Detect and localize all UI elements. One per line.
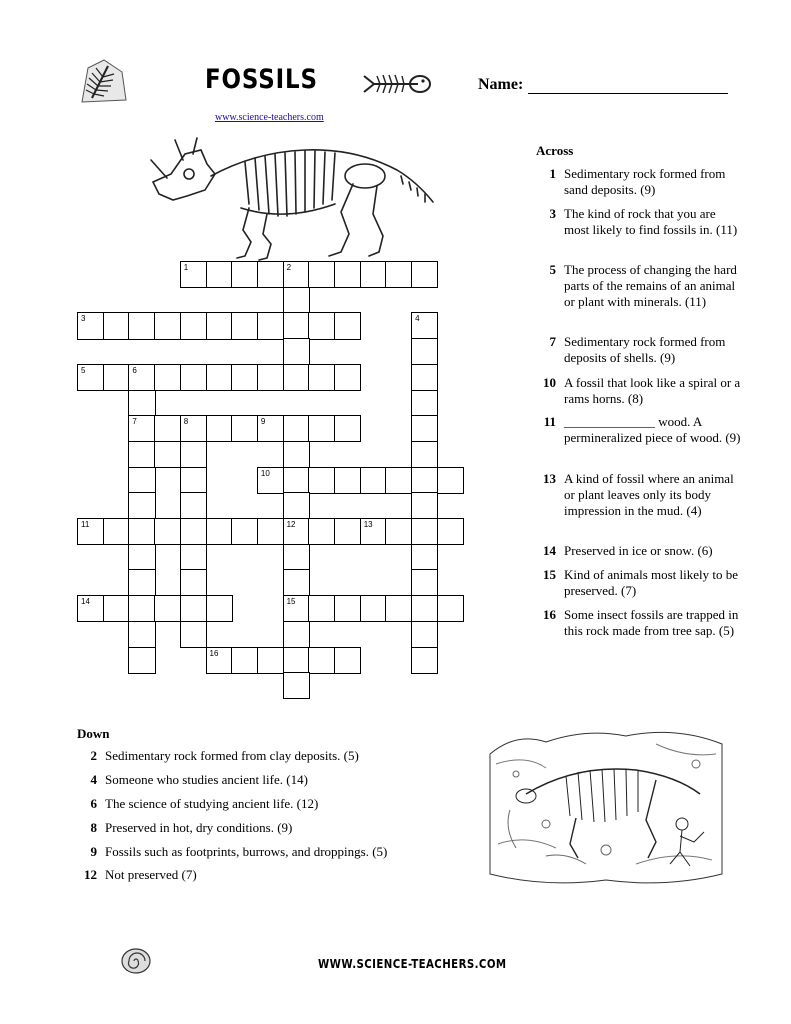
clue-text: Someone who studies ancient life. (14) [105,772,308,787]
crossword-cell[interactable] [360,467,387,494]
crossword-cell[interactable] [231,261,258,288]
crossword-cell[interactable] [128,544,155,571]
crossword-cell[interactable] [334,312,361,339]
crossword-cell[interactable] [308,364,335,391]
dig-site-scene [486,724,726,890]
crossword-cell[interactable] [308,312,335,339]
crossword-cell[interactable] [128,621,155,648]
grid-number: 13 [363,520,373,529]
crossword-cell[interactable] [154,415,181,442]
crossword-cell[interactable] [257,647,284,674]
clue-number: 7 [549,334,556,349]
footer-website: WWW.SCIENCE-TEACHERS.COM [318,957,507,971]
crossword-cell[interactable] [154,312,181,339]
crossword-cell[interactable] [334,261,361,288]
crossword-cell[interactable] [180,492,207,519]
down-heading: Down [77,726,110,741]
crossword-cell[interactable] [128,647,155,674]
crossword-cell[interactable] [385,518,412,545]
crossword-cell[interactable] [154,595,181,622]
crossword-cell[interactable] [334,415,361,442]
crossword-cell[interactable] [283,672,310,699]
crossword-cell[interactable] [206,518,233,545]
crossword-cell[interactable] [411,518,438,545]
clue-number: 6 [90,796,97,811]
ammonite-icon [120,947,152,975]
crossword-cell[interactable] [128,518,155,545]
crossword-cell[interactable] [334,595,361,622]
crossword-cell[interactable] [128,441,155,468]
clue-text: Preserved in hot, dry conditions. (9) [105,820,293,835]
clue-number: 15 [543,567,556,582]
across-heading: Across [536,143,574,158]
grid-number: 2 [286,263,292,272]
crossword-cell[interactable] [411,338,438,365]
grid-number: 15 [286,597,296,607]
crossword-cell[interactable] [308,647,335,674]
grid-number: 5 [81,365,86,375]
grid-number: 4 [415,314,420,324]
crossword-cell[interactable] [385,261,412,288]
grid-number: 9 [260,417,266,427]
crossword-cell[interactable] [411,544,438,571]
crossword-cell[interactable] [411,595,438,622]
crossword-cell[interactable] [283,415,310,442]
crossword-cell[interactable] [206,312,233,339]
crossword-cell[interactable] [103,364,130,391]
clue-number: 5 [549,262,556,277]
clue-text: Preserved in ice or snow. (6) [564,543,713,558]
grid-number: 7 [132,417,137,427]
grid-number: 16 [209,648,219,658]
crossword-cell[interactable] [128,595,155,622]
crossword-cell[interactable] [283,647,310,674]
clue-number: 16 [543,607,556,622]
crossword-cell[interactable] [180,569,207,596]
crossword-cell[interactable] [180,312,207,339]
crossword-cell[interactable] [128,492,155,519]
crossword-cell[interactable] [206,261,233,288]
crossword-cell[interactable] [411,415,438,442]
grid-number: 1 [183,263,189,272]
crossword-cell[interactable] [411,364,438,391]
grid-number: 6 [132,365,137,375]
crossword-cell[interactable] [154,518,181,545]
clue-text: Sedimentary rock formed from clay deposits. (5) [105,748,359,763]
clue-number: 13 [543,471,556,486]
crossword-cell[interactable] [257,261,284,288]
crossword-cell[interactable] [231,647,258,674]
crossword-cell[interactable] [411,492,438,519]
name-label: Name: [478,76,524,93]
clue-text: The science of studying ancient life. (12) [105,796,319,811]
crossword-cell[interactable] [308,467,335,494]
crossword-cell[interactable] [283,338,310,365]
crossword-cell[interactable] [103,312,130,339]
crossword-cell[interactable] [231,364,258,391]
crossword-cell[interactable] [180,364,207,391]
crossword-cell[interactable] [283,621,310,648]
page-title: FOSSILS [205,64,318,95]
crossword-cell[interactable] [180,544,207,571]
crossword-cell[interactable] [103,595,130,622]
crossword-cell[interactable] [283,287,310,314]
crossword-cell[interactable] [103,518,130,545]
crossword-cell[interactable] [231,415,258,442]
grid-number: 8 [183,417,189,427]
crossword-cell[interactable] [411,261,438,288]
crossword-cell[interactable] [206,595,233,622]
crossword-cell[interactable] [385,467,412,494]
clue-text: ______________ wood. A permineralized piece of wood. (9) [564,414,741,445]
crossword-cell[interactable] [128,312,155,339]
crossword-cell[interactable] [411,467,438,494]
clue-number: 12 [84,867,97,882]
clue-text: A kind of fossil where an animal or plant leaves only its body impression in the mud. (4) [564,471,734,518]
clue-number: 8 [90,820,97,835]
crossword-cell[interactable] [283,569,310,596]
crossword-cell[interactable] [206,364,233,391]
crossword-cell[interactable] [437,595,464,622]
crossword-cell[interactable] [180,518,207,545]
crossword-cell[interactable] [360,595,387,622]
clue-number: 10 [543,375,556,390]
crossword-cell[interactable] [308,518,335,545]
crossword-cell[interactable] [180,441,207,468]
crossword-cell[interactable] [411,569,438,596]
clue-text: Sedimentary rock formed from deposits of shells. (9) [564,334,726,365]
crossword-cell[interactable] [411,621,438,648]
clue-number: 1 [549,166,556,181]
crossword-cell[interactable] [206,415,233,442]
crossword-cell[interactable] [385,595,412,622]
crossword-cell[interactable] [154,441,181,468]
crossword-cell[interactable] [128,569,155,596]
clue-text: The kind of rock that you are most likely to find fossils in. (11) [564,206,738,237]
crossword-cell[interactable] [283,312,310,339]
crossword-cell[interactable] [308,415,335,442]
crossword-cell[interactable] [334,647,361,674]
crossword-cell[interactable] [283,544,310,571]
crossword-cell[interactable] [283,441,310,468]
clue-number: 11 [543,414,556,429]
clue-number: 3 [549,206,556,221]
crossword-cell[interactable] [308,261,335,288]
crossword-cell[interactable] [437,467,464,494]
clue-text: Some insect fossils are trapped in this rock made from tree sap. (5) [564,607,739,638]
clue-number: 4 [90,772,97,787]
clue-text: Not preserved (7) [105,867,197,882]
crossword-cell[interactable] [180,621,207,648]
crossword-cell[interactable] [128,467,155,494]
clue-number: 2 [90,748,97,763]
grid-number: 12 [286,520,296,529]
website-link[interactable]: www.science-teachers.com [215,112,324,123]
crossword-cell[interactable] [231,518,258,545]
crossword-cell[interactable] [437,518,464,545]
crossword-cell[interactable] [308,595,335,622]
crossword-cell[interactable] [257,364,284,391]
crossword-cell[interactable] [411,647,438,674]
crossword-cell[interactable] [257,312,284,339]
crossword-cell[interactable] [411,441,438,468]
clue-text: A fossil that look like a spiral or a rams horns. (8) [564,375,741,406]
crossword-cell[interactable] [231,312,258,339]
crossword-cell[interactable] [411,390,438,417]
crossword-cell[interactable] [128,390,155,417]
grid-number: 3 [81,314,86,324]
clue-text: Fossils such as footprints, burrows, and droppings. (5) [105,844,388,859]
clue-number: 9 [90,844,97,859]
clue-text: Sedimentary rock formed from sand deposits. (9) [564,166,726,197]
crossword-cell[interactable] [334,467,361,494]
crossword-cell[interactable] [180,595,207,622]
grid-number: 10 [260,468,270,478]
crossword-cell[interactable] [283,492,310,519]
clue-number: 14 [543,543,556,558]
crossword-cell[interactable] [360,261,387,288]
clue-text: Kind of animals most likely to be preserved. (7) [564,567,739,598]
crossword-cell[interactable] [180,467,207,494]
crossword-cell[interactable] [283,467,310,494]
crossword-cell[interactable] [334,518,361,545]
grid-number: 11 [81,520,90,529]
crossword-cell[interactable] [334,364,361,391]
clue-text: The process of changing the hard parts of the remains of an animal or plant with minerals. (11) [564,262,737,309]
crossword-cell[interactable] [257,518,284,545]
crossword-cell[interactable] [283,364,310,391]
grid-number: 14 [81,597,90,607]
crossword-cell[interactable] [154,364,181,391]
